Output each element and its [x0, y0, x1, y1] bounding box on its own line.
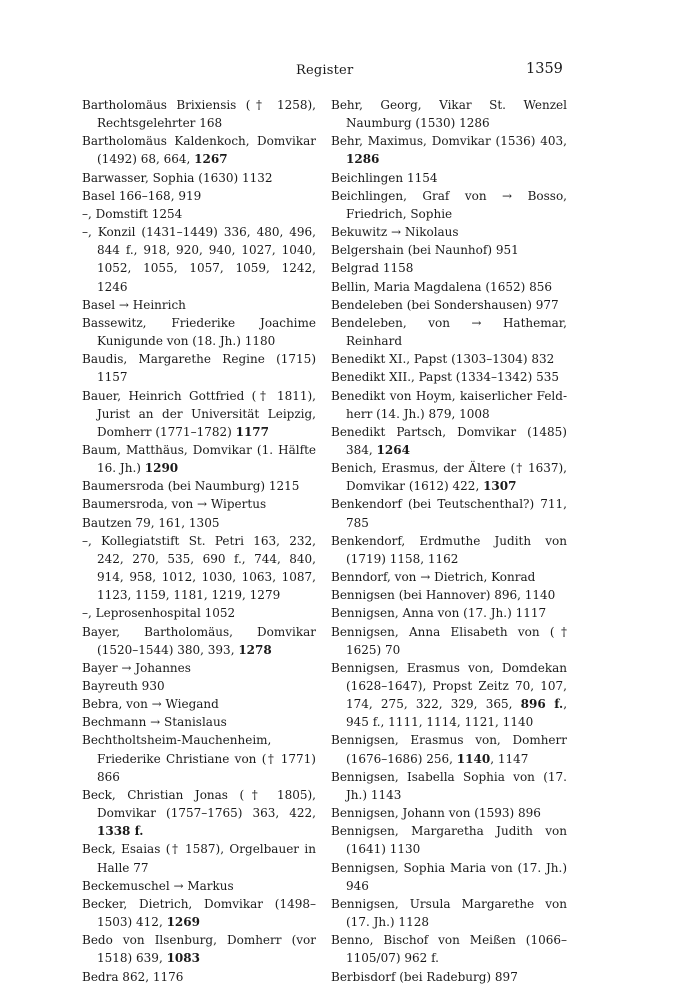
index-entry: [331, 659, 567, 732]
index-entry: [82, 623, 316, 659]
index-entry: [82, 604, 316, 622]
index-entry: [331, 241, 567, 259]
entry-text: Basel → Heinrich: [82, 297, 186, 312]
index-entry: [331, 96, 567, 132]
entry-text: Belgershain (bei Naunhof) 951: [331, 243, 519, 258]
entry-text: Bellin, Maria Magdalena (1652) 856: [331, 279, 552, 294]
index-entry: [331, 895, 567, 931]
entry-text: Behr, Maximus, Domvikar (1536) 403,: [331, 134, 567, 149]
index-entry: [82, 387, 316, 441]
entry-text: –, Konzil (1431–1449) 336, 480, 496, 844 f., 918, 920, 940, 1027, 1040, 1052, 1055, 1057, 1059, 1242, 1246: [82, 225, 316, 294]
index-entry: [331, 604, 567, 622]
entry-text: Benkendorf, Erdmuthe Judith von (1719) 1158, 1162: [331, 533, 567, 566]
entry-text: Beichlingen 1154: [331, 170, 438, 185]
entry-text: Bedo von Ilsenburg, Domherr (vor 1518) 639,: [82, 933, 316, 966]
entry-text: Baum, Matthäus, Domvikar (1. Hälfte 16. Jh.): [82, 442, 316, 476]
entry-bold-ref: 1278: [238, 642, 272, 657]
entry-text: Berbisdorf (bei Radeburg) 897: [331, 969, 518, 984]
index-entry: [331, 296, 567, 314]
entry-bold-ref: 1286: [346, 152, 380, 167]
header-title: Register: [296, 63, 354, 78]
index-entry: [331, 859, 567, 895]
index-entry: [82, 477, 316, 495]
entry-text: Benno, Bischof von Meißen (1066–1105/07) 962 f.: [331, 933, 567, 966]
entry-text: Beckemuschel → Markus: [82, 878, 234, 893]
index-entry: [331, 568, 567, 586]
entry-text: Bennigsen (bei Hannover) 896, 1140: [331, 588, 556, 603]
entry-text: Bedra 862, 1176: [82, 969, 184, 984]
entry-text: Bartholomäus Brixiensis († 1258), Rechtsgelehrter 168: [82, 98, 316, 131]
index-entry: [82, 314, 316, 350]
entry-text: Benich, Erasmus, der Ältere († 1637), Domvikar (1612) 422,: [331, 461, 567, 494]
entry-bold-ref: 1338 f.: [97, 824, 144, 839]
entry-bold-ref: 1307: [483, 479, 517, 494]
entry-text: Bennigsen, Anna von (17. Jh.) 1117: [331, 606, 547, 621]
index-entry: [331, 768, 567, 804]
index-entry: [82, 296, 316, 314]
entry-text: Baumersroda, von → Wipertus: [82, 497, 267, 512]
entry-text: Beichlingen, Graf von → Bosso, Friedrich, Sophie: [331, 188, 567, 221]
index-entry: [331, 423, 567, 459]
entry-text: Bechmann → Stanislaus: [82, 715, 227, 730]
entry-text: Benedikt Partsch, Domvikar (1485) 384,: [331, 424, 567, 457]
entry-text: –, Domstift 1254: [82, 206, 183, 221]
entry-bold-ref: 896 f.: [520, 697, 564, 712]
index-entry: [82, 350, 316, 386]
index-entry: [331, 968, 567, 986]
entry-text: Bautzen 79, 161, 1305: [82, 515, 220, 530]
index-entry: [331, 532, 567, 568]
index-entry: [82, 205, 316, 223]
entry-text: Bennigsen, Erasmus von, Domdekan (1628–1647), Propst Zeitz 70, 107, 174, 275, 322, 329, 365,: [331, 660, 567, 712]
index-entry: [82, 695, 316, 713]
entry-text: Behr, Georg, Vikar St. Wenzel Naumburg (1530) 1286: [331, 98, 567, 131]
index-entry: [82, 677, 316, 695]
entry-text: Bennigsen, Ursula Margarethe von (17. Jh.) 1128: [331, 896, 567, 930]
entry-bold-ref: 1267: [194, 152, 228, 167]
entry-text: Benedikt XII., Papst (1334–1342) 535: [331, 370, 559, 385]
index-entry: [331, 278, 567, 296]
entry-text: Bassewitz, Friederike Joachime Kunigunde von (18. Jh.) 1180: [82, 315, 316, 349]
index-entry: [331, 623, 567, 659]
entry-text: Bennigsen, Isabella Sophia von (17. Jh.) 1143: [331, 769, 567, 802]
entry-bold-ref: 1290: [144, 461, 179, 476]
entry-text: Bartholomäus Kaldenkoch, Domvikar (1492) 68, 664,: [82, 134, 316, 167]
entry-text: Baudis, Margarethe Regine (1715) 1157: [82, 352, 316, 385]
index-entry: [82, 514, 316, 532]
index-entry: [82, 532, 316, 605]
entry-text: Bayreuth 930: [82, 679, 165, 693]
index-entry: [82, 223, 316, 296]
index-column-left: [82, 96, 316, 986]
entry-text: , 945 f., 1111, 1114, 1121, 1140: [346, 697, 568, 730]
entry-bold-ref: 1264: [376, 442, 410, 457]
entry-text: Benedikt von Hoym, kaiserlicher Feldherr (14. Jh.) 879, 1008: [331, 388, 567, 421]
index-entry: [331, 804, 567, 822]
index-entry: [82, 187, 316, 205]
entry-text: Benedikt XI., Papst (1303–1304) 832: [331, 352, 555, 367]
index-entry: [331, 822, 567, 858]
entry-text: Baumersroda (bei Naumburg) 1215: [82, 479, 300, 494]
index-entry: [82, 441, 316, 477]
entry-bold-ref: 1083: [166, 951, 200, 966]
index-entry: [331, 132, 567, 168]
entry-text: Beck, Esaias († 1587), Orgelbauer in Halle 77: [82, 842, 316, 875]
entry-bold-ref: 1177: [235, 424, 270, 439]
index-entry: [331, 459, 567, 495]
entry-text: Benkendorf (bei Teutschenthal?) 711, 785: [331, 497, 567, 530]
index-entry: [82, 495, 316, 513]
index-entry: [82, 731, 316, 785]
entry-text: Bayer, Bartholomäus, Domvikar (1520–1544) 380, 393,: [82, 624, 316, 657]
index-column-right: [331, 96, 567, 986]
entry-text: Belgrad 1158: [331, 261, 414, 276]
page-number: 1359: [526, 61, 563, 77]
index-entry: [82, 895, 316, 931]
entry-text: Bekuwitz → Nikolaus: [331, 225, 459, 240]
index-entry: [331, 223, 567, 241]
entry-text: Bennigsen, Margaretha Judith von (1641) 1130: [331, 824, 567, 857]
entry-text: Beck, Christian Jonas († 1805), Domvikar (1757–1765) 363, 422,: [82, 787, 316, 821]
index-entry: [331, 731, 567, 767]
index-entry: [331, 387, 567, 423]
index-entry: [331, 931, 567, 967]
entry-text: Bendeleben (bei Sondershausen) 977: [331, 297, 559, 312]
index-entry: [331, 368, 567, 386]
index-entry: [331, 187, 567, 223]
index-entry: [331, 314, 567, 350]
entry-text: Barwasser, Sophia (1630) 1132: [82, 170, 273, 185]
index-entry: [82, 713, 316, 731]
entry-text: Bebra, von → Wiegand: [82, 697, 219, 712]
index-entry: [82, 786, 316, 840]
entry-text: Bennigsen, Anna Elisabeth von († 1625) 70: [331, 624, 567, 657]
entry-text: Becker, Dietrich, Domvikar (1498–1503) 412,: [82, 896, 316, 930]
entry-text: Bauer, Heinrich Gottfried († 1811), Jurist an der Universität Leipzig, Domherr (1771–1782): [82, 388, 316, 439]
index-entry: [331, 259, 567, 277]
entry-text: Benndorf, von → Dietrich, Konrad: [331, 570, 536, 585]
entry-text: Bennigsen, Sophia Maria von (17. Jh.) 946: [331, 860, 567, 893]
entry-text: Bendeleben, von → Hathemar, Reinhard: [331, 315, 567, 349]
entry-text: Basel 166–168, 919: [82, 188, 202, 203]
entry-text: , 1147: [490, 751, 529, 766]
index-entry: [82, 840, 316, 876]
index-entry: [82, 659, 316, 677]
index-entry: [82, 877, 316, 895]
entry-text: Bechtholtsheim-Mauchenheim, Friederike Christiane von († 1771) 866: [82, 733, 316, 784]
index-entry: [82, 931, 316, 967]
entry-bold-ref: 1269: [166, 915, 200, 930]
entry-bold-ref: 1140: [456, 751, 491, 766]
index-entry: [331, 350, 567, 368]
entry-text: Bennigsen, Johann von (1593) 896: [331, 806, 541, 821]
entry-text: –, Kollegiatstift St. Petri 163, 232, 242, 270, 535, 690 f., 744, 840, 914, 958, 1012, 1030, 1063, 1087, 1123, 1159, 1181, 1219, 1279: [82, 533, 316, 603]
index-entry: [82, 169, 316, 187]
entry-text: –, Leprosenhospital 1052: [82, 606, 236, 621]
index-entry: [331, 169, 567, 187]
index-entry: [331, 495, 567, 531]
index-entry: [331, 586, 567, 604]
index-entry: [82, 96, 316, 132]
entry-text: Bayer → Johannes: [82, 660, 191, 675]
index-entry: [82, 132, 316, 168]
index-entry: [82, 968, 316, 986]
entry-text: Bennigsen, Erasmus von, Domherr (1676–1686) 256,: [331, 733, 567, 766]
